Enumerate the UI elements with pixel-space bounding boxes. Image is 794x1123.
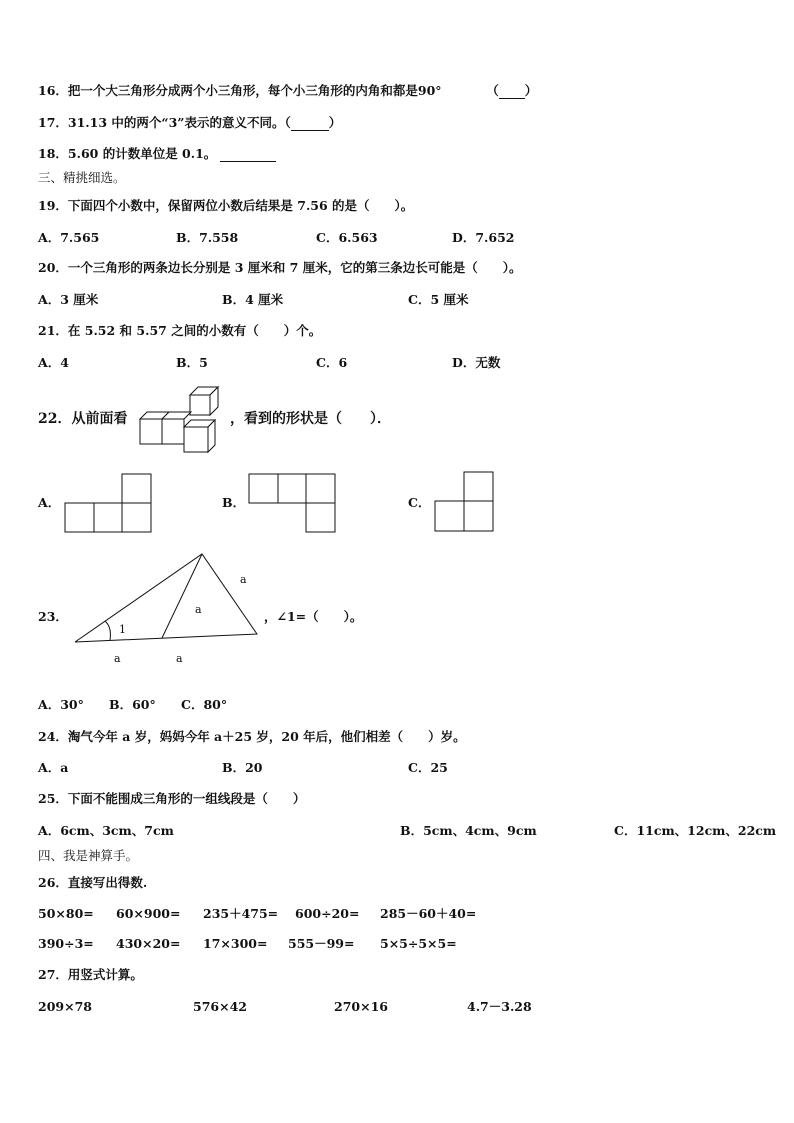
q22-option-a-shape <box>64 473 154 535</box>
q19-option-a[interactable]: A．7.565 <box>38 230 100 245</box>
q21-option-a[interactable]: A．4 <box>38 355 69 370</box>
q19-option-d[interactable]: D．7.652 <box>452 230 515 245</box>
question-16-text: 16．把一个大三角形分成两个小三角形，每个小三角形的内角和都是90° <box>38 83 442 98</box>
question-17-text: 17．31.13 中的两个“3”表示的意义不同。（ <box>38 115 291 130</box>
vertical-calc-item: 4.7－3.28 <box>467 999 532 1014</box>
q23-option-c[interactable]: C．80° <box>181 697 228 712</box>
question-22-suffix: ，看到的形状是（ ）． <box>230 411 391 427</box>
answer-blank-18[interactable] <box>220 161 276 162</box>
question-18 <box>38 146 276 162</box>
calc-item: 390÷3= <box>38 936 94 951</box>
q21-option-d[interactable]: D．无数 <box>452 355 501 370</box>
q20-option-c[interactable]: C．5 厘米 <box>408 292 469 307</box>
base-label-left: a <box>114 652 121 665</box>
answer-blank-17[interactable] <box>291 130 329 131</box>
paren-close: ） <box>328 115 342 130</box>
vertical-calc-item: 576×42 <box>193 999 247 1014</box>
paren-close: ） <box>524 83 538 98</box>
calc-item: 235＋475= <box>203 906 279 921</box>
calc-item: 60×900= <box>116 906 181 921</box>
question-23-prefix: 23． <box>38 609 68 624</box>
q22-option-b-shape <box>248 473 338 535</box>
calc-item: 430×20= <box>116 936 181 951</box>
q25-option-c[interactable]: C．11cm、12cm、22cm <box>614 823 777 838</box>
side-label-top: a <box>240 573 247 586</box>
q21-option-c[interactable]: C．6 <box>316 355 348 370</box>
base-label-right: a <box>176 652 183 665</box>
q19-option-c[interactable]: C．6.563 <box>316 230 378 245</box>
question-27: 27．用竖式计算。 <box>38 967 143 982</box>
question-16 <box>38 83 537 99</box>
section-heading-3: 三、精挑细选。 <box>38 170 126 185</box>
q20-option-a[interactable]: A．3 厘米 <box>38 292 99 307</box>
question-24: 24．淘气今年 a 岁，妈妈今年 a＋25 岁，20 年后，他们相差（ ）岁。 <box>38 729 466 744</box>
q23-option-b[interactable]: B．60° <box>109 697 156 712</box>
q22-option-c-shape <box>434 471 496 535</box>
question-21: 21．在 5.52 和 5.57 之间的小数有（ ）个。 <box>38 323 322 338</box>
section-heading-4: 四、我是神算手。 <box>38 848 139 863</box>
question-22-prefix: 22．从前面看 <box>38 411 128 427</box>
q22-option-a[interactable]: A． <box>38 495 61 510</box>
calc-item: 17×300= <box>203 936 268 951</box>
q25-option-b[interactable]: B．5cm、4cm、9cm <box>400 823 537 838</box>
calc-item: 285－60＋40= <box>380 906 477 921</box>
q24-option-b[interactable]: B．20 <box>222 760 263 775</box>
question-25: 25．下面不能围成三角形的一组线段是（ ） <box>38 791 306 806</box>
q25-option-a[interactable]: A．6cm、3cm、7cm <box>38 823 174 838</box>
q20-option-b[interactable]: B．4 厘米 <box>222 292 284 307</box>
paren-open: （ <box>486 83 499 98</box>
question-19: 19．下面四个小数中，保留两位小数后结果是 7.56 的是（ ）。 <box>38 198 414 213</box>
question-17 <box>38 115 341 131</box>
q19-option-b[interactable]: B．7.558 <box>176 230 239 245</box>
question-20: 20．一个三角形的两条边长分别是 3 厘米和 7 厘米，它的第三条边长可能是（ ）。 <box>38 260 522 275</box>
angle-1-label: 1 <box>119 623 126 636</box>
question-18-text: 18．5.60 的计数单位是 0.1。 <box>38 146 217 161</box>
question-23-suffix: ，∠1=（ ）。 <box>264 609 363 624</box>
q22-option-c[interactable]: C． <box>408 495 431 510</box>
vertical-calc-item: 209×78 <box>38 999 92 1014</box>
side-label-middle: a <box>195 603 202 616</box>
q23-option-a[interactable]: A．30° <box>38 697 84 712</box>
q24-option-a[interactable]: A．a <box>38 760 69 775</box>
calc-item: 600÷20= <box>295 906 360 921</box>
calc-item: 50×80= <box>38 906 94 921</box>
q24-option-c[interactable]: C．25 <box>408 760 448 775</box>
q21-option-b[interactable]: B．5 <box>176 355 208 370</box>
question-26: 26．直接写出得数. <box>38 875 148 890</box>
q22-option-b[interactable]: B． <box>222 495 246 510</box>
answer-blank-16[interactable] <box>499 98 525 99</box>
calc-item: 555－99= <box>288 936 355 951</box>
cube-stack-figure <box>138 383 228 453</box>
calc-item: 5×5÷5×5= <box>380 936 457 951</box>
triangle-figure <box>72 552 262 647</box>
vertical-calc-item: 270×16 <box>334 999 388 1014</box>
